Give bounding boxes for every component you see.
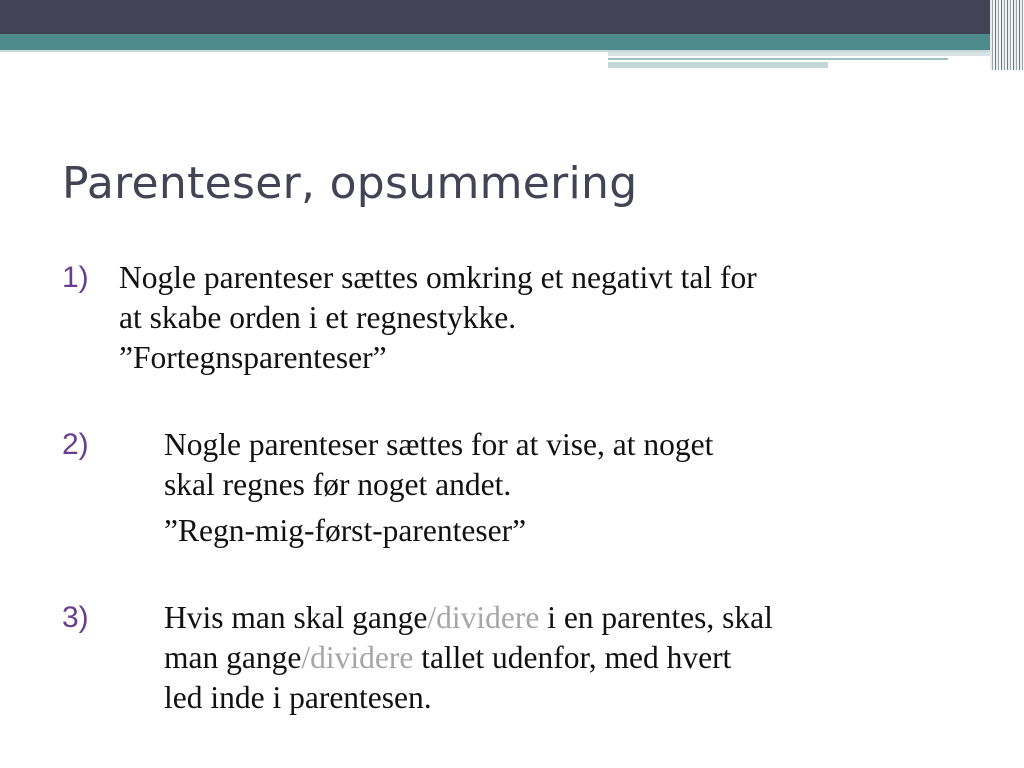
list-item-text xyxy=(164,598,773,718)
text-line: Nogle parenteser sættes for at vise, at noget xyxy=(164,427,714,462)
header-accent-line-1 xyxy=(608,52,1008,56)
header-teal-band xyxy=(0,34,1024,50)
text-line xyxy=(164,638,773,678)
text-segment: tallet udenfor, med hvert xyxy=(413,640,732,675)
header-vertical-stripes xyxy=(990,0,1024,70)
list-item-text xyxy=(164,425,713,505)
dimmed-slash: / xyxy=(427,600,437,635)
list-number: 3) xyxy=(62,601,89,634)
text-line xyxy=(164,598,773,638)
list-number: 2) xyxy=(62,428,89,461)
text-line: skal regnes før noget andet. xyxy=(164,467,512,502)
list-item-text xyxy=(119,258,757,378)
header-dark-band xyxy=(0,0,1024,34)
text-segment: Hvis man skal gange xyxy=(164,600,428,635)
slide-title: Parenteser, opsummering xyxy=(62,158,638,209)
text-segment: man gange xyxy=(164,640,302,675)
text-line: Nogle parenteser sættes omkring et negativt tal for xyxy=(119,260,757,295)
dimmed-word: dividere xyxy=(310,640,414,675)
dimmed-slash: / xyxy=(301,640,311,675)
header-accent-line-2 xyxy=(608,58,948,60)
list-number: 1) xyxy=(62,261,89,294)
text-line: at skabe orden i et regnestykke. xyxy=(119,300,517,335)
text-line: led inde i parentesen. xyxy=(164,680,432,715)
header-accent-line-3 xyxy=(608,62,828,68)
text-line: ”Fortegnsparenteser” xyxy=(119,340,387,375)
dimmed-word: dividere xyxy=(436,600,540,635)
list-item-quote: ”Regn-mig-først-parenteser” xyxy=(164,513,527,548)
text-segment: i en parentes, skal xyxy=(539,600,773,635)
